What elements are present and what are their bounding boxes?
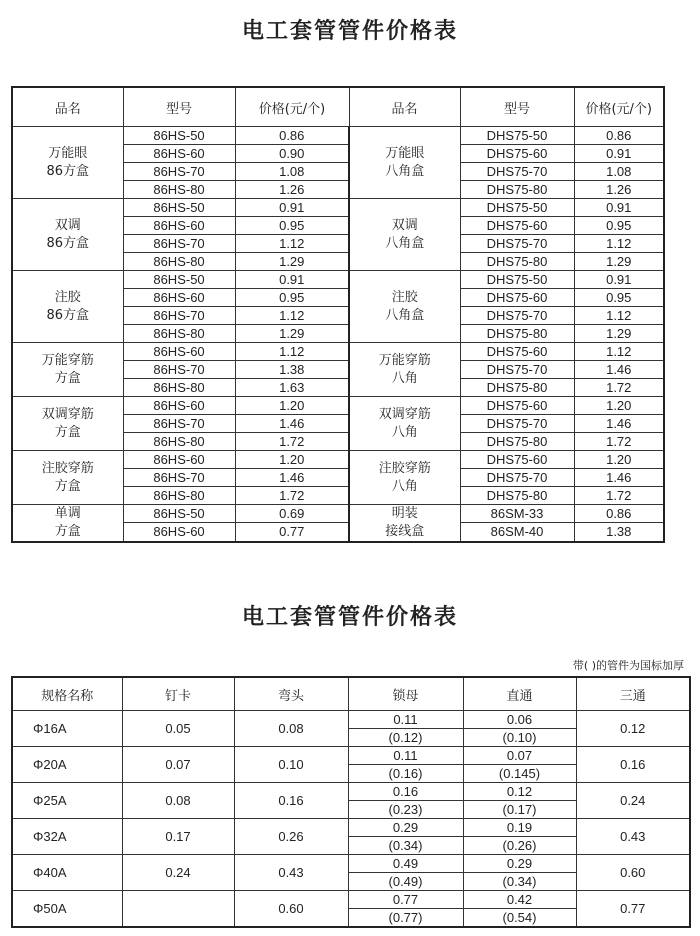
elbow-price-cell: 0.08 xyxy=(234,711,348,747)
model-cell: DHS75-60 xyxy=(460,451,574,469)
product-name: 注胶 86方盒 xyxy=(46,289,90,323)
price-cell: 0.95 xyxy=(574,217,664,235)
model-cell: 86HS-70 xyxy=(123,235,235,253)
header-cell: 型号 xyxy=(460,87,574,127)
price-cell: 1.29 xyxy=(574,325,664,343)
model-cell: 86HS-50 xyxy=(123,505,235,523)
price-cell: 0.86 xyxy=(574,127,664,145)
model-cell: 86SM-33 xyxy=(460,505,574,523)
table-row xyxy=(12,127,664,145)
product-name: 双调 八角盒 xyxy=(385,217,425,251)
model-cell: DHS75-80 xyxy=(460,181,574,199)
tee-price-cell: 0.77 xyxy=(576,891,690,928)
clip-price-cell xyxy=(122,891,234,928)
model-cell: 86HS-60 xyxy=(123,451,235,469)
product-name: 注胶穿筋 八角 xyxy=(378,460,431,494)
price-cell: 1.46 xyxy=(235,469,349,487)
price-cell: 0.95 xyxy=(574,289,664,307)
header-cell: 型号 xyxy=(123,87,235,127)
model-cell: DHS75-50 xyxy=(460,199,574,217)
price-cell: 1.12 xyxy=(574,307,664,325)
straight-price-cell: 0.12 xyxy=(463,783,576,801)
header-cell: 品名 xyxy=(12,87,123,127)
price-cell: 1.72 xyxy=(235,487,349,505)
model-cell: 86HS-70 xyxy=(123,469,235,487)
model-cell: DHS75-80 xyxy=(460,325,574,343)
product-name-cell xyxy=(12,127,123,199)
price-cell: 0.90 xyxy=(235,145,349,163)
elbow-price-cell: 0.10 xyxy=(234,747,348,783)
model-cell: 86HS-60 xyxy=(123,523,235,542)
spec-cell: Φ20A xyxy=(12,747,122,783)
model-cell: 86HS-50 xyxy=(123,127,235,145)
price-cell: 1.12 xyxy=(574,343,664,361)
model-cell: DHS75-70 xyxy=(460,469,574,487)
product-name-cell xyxy=(349,199,460,271)
product-name: 万能眼 八角盒 xyxy=(385,145,425,179)
tee-price-cell: 0.24 xyxy=(576,783,690,819)
table-row xyxy=(12,855,690,873)
clip-price-cell: 0.07 xyxy=(122,747,234,783)
table-row xyxy=(12,271,664,289)
locknut-price-cell: 0.77 xyxy=(348,891,463,909)
price-cell: 0.91 xyxy=(235,199,349,217)
header-cell: 品名 xyxy=(349,87,460,127)
product-name-cell xyxy=(349,397,460,451)
model-cell: 86HS-80 xyxy=(123,253,235,271)
product-name: 万能穿筋 方盒 xyxy=(41,352,94,386)
elbow-price-cell: 0.43 xyxy=(234,855,348,891)
price-cell: 0.77 xyxy=(235,523,349,542)
locknut-price-cell: 0.16 xyxy=(348,783,463,801)
model-cell: 86HS-50 xyxy=(123,199,235,217)
straight-thick-price-cell: (0.26) xyxy=(463,837,576,855)
price-cell: 1.46 xyxy=(574,469,664,487)
model-cell: DHS75-70 xyxy=(460,163,574,181)
tee-price-cell: 0.16 xyxy=(576,747,690,783)
elbow-price-cell: 0.16 xyxy=(234,783,348,819)
price-cell: 1.26 xyxy=(574,181,664,199)
price-cell: 1.72 xyxy=(574,379,664,397)
price-cell: 1.12 xyxy=(235,235,349,253)
model-cell: DHS75-60 xyxy=(460,343,574,361)
price-cell: 1.12 xyxy=(235,343,349,361)
header-cell: 规格名称 xyxy=(12,677,122,711)
model-cell: 86HS-80 xyxy=(123,487,235,505)
model-cell: DHS75-70 xyxy=(460,415,574,433)
product-name-cell xyxy=(349,451,460,505)
product-name-cell xyxy=(12,451,123,505)
model-cell: DHS75-60 xyxy=(460,397,574,415)
model-cell: 86HS-70 xyxy=(123,361,235,379)
table-row xyxy=(12,451,664,469)
model-cell: DHS75-80 xyxy=(460,253,574,271)
locknut-thick-price-cell: (0.23) xyxy=(348,801,463,819)
straight-price-cell: 0.29 xyxy=(463,855,576,873)
product-name: 注胶 八角盒 xyxy=(385,289,425,323)
model-cell: DHS75-60 xyxy=(460,289,574,307)
price-cell: 1.38 xyxy=(235,361,349,379)
price-cell: 1.46 xyxy=(574,415,664,433)
table-row xyxy=(12,397,664,415)
straight-thick-price-cell: (0.34) xyxy=(463,873,576,891)
price-cell: 1.20 xyxy=(574,397,664,415)
price-cell: 0.91 xyxy=(574,199,664,217)
model-cell: 86HS-80 xyxy=(123,181,235,199)
section-title: 电工套管管件价格表 xyxy=(241,605,458,630)
price-cell: 1.46 xyxy=(235,415,349,433)
model-cell: 86HS-60 xyxy=(123,145,235,163)
clip-price-cell: 0.05 xyxy=(122,711,234,747)
model-cell: DHS75-60 xyxy=(460,145,574,163)
product-name: 双调穿筋 方盒 xyxy=(41,406,94,440)
spec-cell: Φ50A xyxy=(12,891,122,928)
spec-cell: Φ16A xyxy=(12,711,122,747)
header-cell: 弯头 xyxy=(234,677,348,711)
model-cell: 86HS-60 xyxy=(123,217,235,235)
product-name-cell xyxy=(12,397,123,451)
price-cell: 1.29 xyxy=(235,253,349,271)
straight-price-cell: 0.42 xyxy=(463,891,576,909)
price-cell: 0.95 xyxy=(235,217,349,235)
header-cell: 价格(元/个) xyxy=(574,87,664,127)
price-cell: 1.46 xyxy=(574,361,664,379)
table-row xyxy=(12,819,690,837)
table-row xyxy=(12,343,664,361)
header-cell: 锁母 xyxy=(348,677,463,711)
elbow-price-cell: 0.60 xyxy=(234,891,348,928)
price-cell: 1.12 xyxy=(235,307,349,325)
locknut-price-cell: 0.29 xyxy=(348,819,463,837)
model-cell: 86HS-60 xyxy=(123,343,235,361)
spec-cell: Φ25A xyxy=(12,783,122,819)
price-cell: 0.91 xyxy=(235,271,349,289)
table-row xyxy=(12,783,690,801)
locknut-thick-price-cell: (0.77) xyxy=(348,909,463,928)
straight-thick-price-cell: (0.145) xyxy=(463,765,576,783)
header-cell: 直通 xyxy=(463,677,576,711)
straight-thick-price-cell: (0.17) xyxy=(463,801,576,819)
product-name-cell xyxy=(349,127,460,199)
header-cell: 三通 xyxy=(576,677,690,711)
price-cell: 1.20 xyxy=(235,397,349,415)
table-row xyxy=(12,711,690,729)
locknut-thick-price-cell: (0.12) xyxy=(348,729,463,747)
note-text: 带( )的管件为国标加厚 xyxy=(572,659,684,672)
tee-price-cell: 0.12 xyxy=(576,711,690,747)
price-cell: 0.95 xyxy=(235,289,349,307)
tee-price-cell: 0.60 xyxy=(576,855,690,891)
price-cell: 0.91 xyxy=(574,271,664,289)
price-cell: 0.91 xyxy=(574,145,664,163)
table-header-row xyxy=(12,87,664,127)
model-cell: DHS75-80 xyxy=(460,433,574,451)
table-header-row xyxy=(12,677,690,711)
model-cell: 86SM-40 xyxy=(460,523,574,542)
product-name: 注胶穿筋 方盒 xyxy=(41,460,94,494)
product-name-cell xyxy=(349,271,460,343)
locknut-price-cell: 0.49 xyxy=(348,855,463,873)
model-cell: DHS75-70 xyxy=(460,361,574,379)
model-cell: DHS75-80 xyxy=(460,379,574,397)
product-name: 双调穿筋 八角 xyxy=(378,406,431,440)
price-cell: 1.29 xyxy=(574,253,664,271)
model-cell: DHS75-50 xyxy=(460,271,574,289)
clip-price-cell: 0.17 xyxy=(122,819,234,855)
spec-cell: Φ32A xyxy=(12,819,122,855)
model-cell: 86HS-70 xyxy=(123,307,235,325)
price-cell: 1.72 xyxy=(235,433,349,451)
straight-thick-price-cell: (0.10) xyxy=(463,729,576,747)
product-name: 单调 方盒 xyxy=(54,506,81,539)
price-cell: 1.20 xyxy=(235,451,349,469)
model-cell: DHS75-70 xyxy=(460,235,574,253)
price-cell: 1.20 xyxy=(574,451,664,469)
table-row xyxy=(12,747,690,765)
product-name-cell xyxy=(12,505,123,543)
header-cell: 价格(元/个) xyxy=(235,87,349,127)
model-cell: DHS75-60 xyxy=(460,217,574,235)
straight-price-cell: 0.07 xyxy=(463,747,576,765)
product-name: 双调 86方盒 xyxy=(46,217,90,251)
straight-price-cell: 0.19 xyxy=(463,819,576,837)
price-cell: 0.86 xyxy=(235,127,349,145)
price-cell: 1.08 xyxy=(574,163,664,181)
price-cell: 1.12 xyxy=(574,235,664,253)
locknut-thick-price-cell: (0.49) xyxy=(348,873,463,891)
clip-price-cell: 0.08 xyxy=(122,783,234,819)
page-title: 电工套管管件价格表 xyxy=(241,19,458,44)
model-cell: 86HS-80 xyxy=(123,379,235,397)
price-cell: 0.69 xyxy=(235,505,349,523)
fitting-price-table xyxy=(11,676,691,928)
spec-cell: Φ40A xyxy=(12,855,122,891)
locknut-price-cell: 0.11 xyxy=(348,747,463,765)
straight-thick-price-cell: (0.54) xyxy=(463,909,576,928)
model-cell: 86HS-80 xyxy=(123,325,235,343)
price-cell: 1.63 xyxy=(235,379,349,397)
table-row xyxy=(12,891,690,909)
price-cell: 0.86 xyxy=(574,505,664,523)
price-cell: 1.29 xyxy=(235,325,349,343)
model-cell: 86HS-50 xyxy=(123,271,235,289)
model-cell: 86HS-70 xyxy=(123,163,235,181)
locknut-thick-price-cell: (0.34) xyxy=(348,837,463,855)
elbow-price-cell: 0.26 xyxy=(234,819,348,855)
product-name-cell xyxy=(12,199,123,271)
model-cell: DHS75-80 xyxy=(460,487,574,505)
price-cell: 1.26 xyxy=(235,181,349,199)
price-cell: 1.72 xyxy=(574,487,664,505)
product-name-cell xyxy=(349,343,460,397)
model-cell: DHS75-50 xyxy=(460,127,574,145)
header-cell: 钉卡 xyxy=(122,677,234,711)
model-cell: DHS75-70 xyxy=(460,307,574,325)
box-price-table xyxy=(11,86,665,543)
locknut-thick-price-cell: (0.16) xyxy=(348,765,463,783)
product-name-cell xyxy=(12,271,123,343)
price-cell: 1.38 xyxy=(574,523,664,542)
price-cell: 1.08 xyxy=(235,163,349,181)
clip-price-cell: 0.24 xyxy=(122,855,234,891)
model-cell: 86HS-80 xyxy=(123,433,235,451)
model-cell: 86HS-60 xyxy=(123,289,235,307)
product-name-cell xyxy=(12,343,123,397)
locknut-price-cell: 0.11 xyxy=(348,711,463,729)
product-name: 万能眼 86方盒 xyxy=(46,145,90,179)
price-cell: 1.72 xyxy=(574,433,664,451)
product-name: 明装 接线盒 xyxy=(385,506,425,539)
product-name-cell xyxy=(349,505,460,543)
model-cell: 86HS-70 xyxy=(123,415,235,433)
table-row xyxy=(12,505,664,523)
tee-price-cell: 0.43 xyxy=(576,819,690,855)
model-cell: 86HS-60 xyxy=(123,397,235,415)
table-row xyxy=(12,199,664,217)
straight-price-cell: 0.06 xyxy=(463,711,576,729)
product-name: 万能穿筋 八角 xyxy=(378,352,431,386)
